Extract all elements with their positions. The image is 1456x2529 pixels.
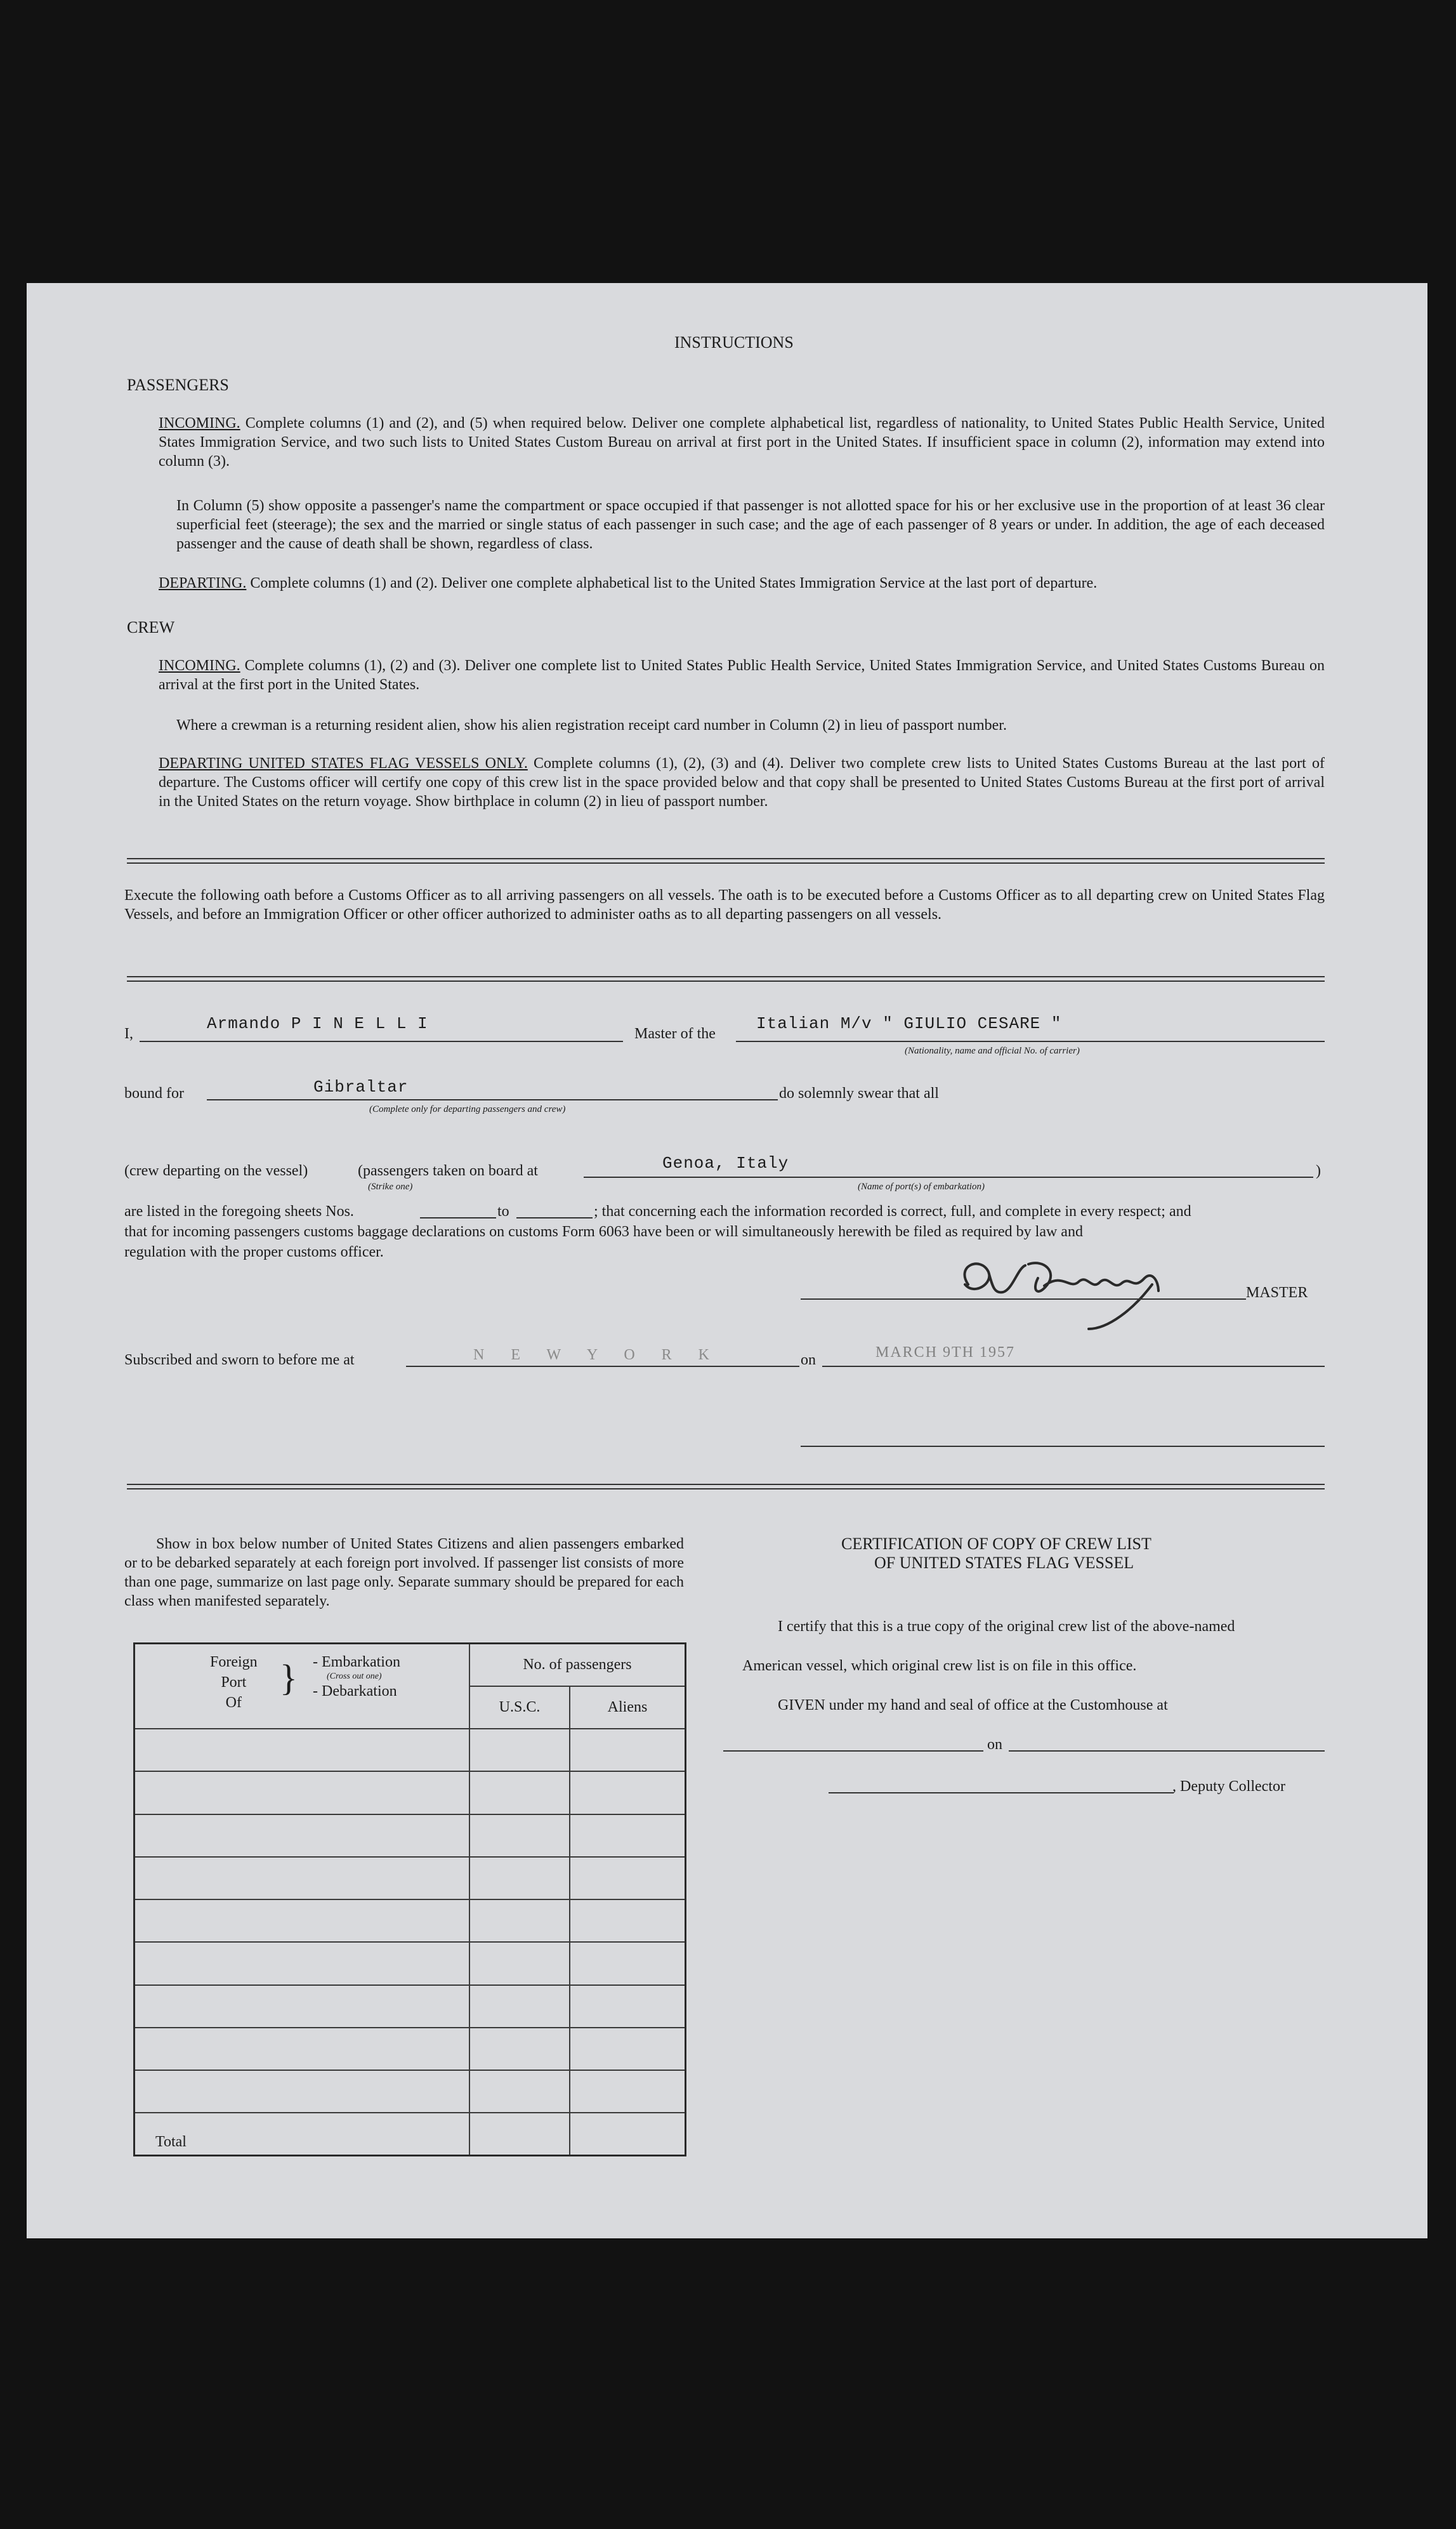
port-cell[interactable] xyxy=(134,1985,470,2028)
port-cell[interactable] xyxy=(134,1729,470,1771)
sheets-from-line xyxy=(420,1217,496,1218)
sheets-to-line xyxy=(516,1217,593,1218)
instructions-title: INSTRUCTIONS xyxy=(674,333,794,352)
certification-title: CERTIFICATION OF COPY OF CREW LIST xyxy=(841,1535,1151,1553)
foreign-label: Foreign xyxy=(210,1654,258,1670)
table-row xyxy=(134,1771,686,1814)
section-divider xyxy=(127,976,1325,982)
master-of-label: Master of the xyxy=(634,1026,716,1042)
of-label: Of xyxy=(225,1694,242,1711)
usc-header: U.S.C. xyxy=(469,1686,570,1729)
section-divider xyxy=(127,1484,1325,1489)
table-row xyxy=(134,1985,686,2028)
cross-out-hint: (Cross out one) xyxy=(327,1672,382,1681)
master-signature-line xyxy=(801,1298,1246,1300)
bound-for-label: bound for xyxy=(124,1085,184,1102)
listed-text-3: regulation with the proper customs officer. xyxy=(124,1244,384,1260)
summary-intro: Show in box below number of United States Citizens and alien passengers embarked or to be debarked separately at each foreign port involved. If passenger list consists of more than one page, summarize on last page only. Separate summary should be prepared for each class when manifested separately. xyxy=(124,1536,684,1609)
crew-incoming-text: Complete columns (1), (2) and (3). Deliver one complete list to United States Public Health Service, United States Immigration Service, and United States Customs Bureau on arrival at the first port in the United States. xyxy=(159,657,1325,693)
port-cell[interactable] xyxy=(134,1771,470,1814)
master-name-line xyxy=(140,1041,623,1042)
port-cell[interactable] xyxy=(134,1899,470,1942)
table-row xyxy=(134,1857,686,1899)
port-cell[interactable] xyxy=(134,2070,470,2113)
aliens-cell[interactable] xyxy=(570,1899,686,1942)
certification-on-label: on xyxy=(987,1736,1002,1753)
passengers-heading: PASSENGERS xyxy=(127,376,229,394)
crew-resident-paragraph: Where a crewman is a returning resident alien, show his alien registration receipt card number in Column (2) in lieu of passport number. xyxy=(176,717,1007,734)
bound-for-line xyxy=(207,1099,778,1100)
certification-date-line xyxy=(1009,1750,1325,1752)
embark-port-line xyxy=(584,1177,1313,1178)
table-row xyxy=(134,2028,686,2070)
aliens-total-cell[interactable] xyxy=(570,2113,686,2155)
usc-cell[interactable] xyxy=(469,1985,570,2028)
customhouse-place-line xyxy=(723,1750,983,1752)
crew-heading: CREW xyxy=(127,618,175,637)
passengers-departing-text: Complete columns (1) and (2). Deliver one complete alphabetical list to the United States Immigration Service at the last port of departure. xyxy=(250,575,1098,591)
certification-line-1: I certify that this is a true copy of the original crew list of the above-named xyxy=(778,1618,1235,1635)
to-label: to xyxy=(497,1203,509,1220)
bound-for-value: Gibraltar xyxy=(313,1078,409,1097)
sworn-date-value: MARCH 9TH 1957 xyxy=(876,1344,1016,1361)
aliens-cell[interactable] xyxy=(570,1985,686,2028)
aliens-cell[interactable] xyxy=(570,2070,686,2113)
certification-line-3: GIVEN under my hand and seal of office at the Customhouse at xyxy=(778,1697,1168,1714)
aliens-cell[interactable] xyxy=(570,1942,686,1984)
master-name-value: Armando P I N E L L I xyxy=(207,1014,428,1033)
vessel-hint: (Nationality, name and official No. of carrier) xyxy=(905,1046,1080,1056)
port-cell[interactable] xyxy=(134,2028,470,2070)
crew-incoming-paragraph xyxy=(159,656,1325,694)
passengers-departing-paragraph xyxy=(159,574,1325,593)
no-passengers-header: No. of passengers xyxy=(469,1644,686,1686)
usc-cell[interactable] xyxy=(469,2070,570,2113)
certification-subtitle: OF UNITED STATES FLAG VESSEL xyxy=(874,1554,1134,1572)
total-label: Total xyxy=(134,2113,470,2155)
usc-cell[interactable] xyxy=(469,2028,570,2070)
usc-cell[interactable] xyxy=(469,1729,570,1771)
passengers-taken-option: (passengers taken on board at xyxy=(358,1163,538,1179)
close-paren: ) xyxy=(1316,1163,1321,1179)
embark-port-value: Genoa, Italy xyxy=(662,1154,789,1173)
passengers-incoming-paragraph xyxy=(159,414,1325,471)
passenger-summary-table xyxy=(133,1642,686,2156)
subscribed-label: Subscribed and sworn to before me at xyxy=(124,1352,355,1368)
oath-i-label: I, xyxy=(124,1026,133,1042)
listed-label: are listed in the foregoing sheets Nos. xyxy=(124,1203,354,1220)
usc-cell[interactable] xyxy=(469,1771,570,1814)
crew-departing-label: DEPARTING UNITED STATES FLAG VESSELS ONLY. xyxy=(159,755,528,772)
deputy-signature-line xyxy=(829,1792,1174,1793)
crew-departing-text: Complete columns (1), (2), (3) and (4). Deliver two complete crew lists to United States Customs Bureau at the last port of departure. The Customs officer will certify one copy of this crew list in the space provided below and that copy shall be presented to United States Customs Bureau at the first port of arrival in the United States on the return voyage. Show birthplace in column (2) in lieu of passport number. xyxy=(159,755,1325,810)
certification-line-2: American vessel, which original crew list is on file in this office. xyxy=(742,1658,1137,1674)
table-row xyxy=(134,1814,686,1857)
crew-departing-option: (crew departing on the vessel) xyxy=(124,1163,308,1179)
officer-signature-line xyxy=(801,1446,1325,1447)
bound-for-hint: (Complete only for departing passengers and crew) xyxy=(369,1104,566,1114)
usc-cell[interactable] xyxy=(469,1942,570,1984)
table-row xyxy=(134,1899,686,1942)
sworn-date-line xyxy=(822,1366,1325,1367)
vessel-value: Italian M/v " GIULIO CESARE " xyxy=(756,1014,1062,1033)
swear-text: do solemnly swear that all xyxy=(779,1085,939,1102)
table-row xyxy=(134,2070,686,2113)
crew-incoming-label: INCOMING. xyxy=(159,657,240,674)
aliens-cell[interactable] xyxy=(570,2028,686,2070)
usc-cell[interactable] xyxy=(469,1899,570,1942)
sworn-place-line xyxy=(406,1366,799,1367)
vessel-line xyxy=(736,1041,1325,1042)
aliens-cell[interactable] xyxy=(570,1814,686,1857)
oath-instruction: Execute the following oath before a Customs Officer as to all arriving passengers on all vessels. The oath is to be executed before a Customs Officer as to all departing crew on United States Flag Vessels, and before an Immigration Officer or other officer authorized to administer oaths as to all departing passengers on all vessels. xyxy=(124,887,1325,923)
sworn-place-value: N E W Y O R K xyxy=(473,1347,721,1363)
port-cell[interactable] xyxy=(134,1814,470,1857)
usc-total-cell[interactable] xyxy=(469,2113,570,2155)
table-row xyxy=(134,1942,686,1984)
listed-text-2: that for incoming passengers customs baggage declarations on customs Form 6063 have been or will simultaneously herewith be filed as required by law and xyxy=(124,1224,1083,1240)
table-row xyxy=(134,1729,686,1771)
passengers-column5-paragraph: In Column (5) show opposite a passenger's name the compartment or space occupied if that passenger is not allotted space for his or her exclusive use in the proportion of at least 36 clear superficial feet (steerage); the sex and the married or single status of each passenger in such case; and the age of each passenger of 8 years or under. In addition, the age of each deceased passenger and the cause of death shall be shown, regardless of class. xyxy=(176,498,1325,552)
usc-cell[interactable] xyxy=(469,1814,570,1857)
deputy-collector-label: , Deputy Collector xyxy=(1172,1778,1285,1795)
aliens-cell[interactable] xyxy=(570,1857,686,1899)
strike-hint: (Strike one) xyxy=(368,1182,413,1192)
total-row xyxy=(134,2113,686,2155)
listed-text: ; that concerning each the information recorded is correct, full, and complete in every respect; and xyxy=(594,1203,1191,1220)
aliens-cell[interactable] xyxy=(570,1771,686,1814)
port-label: Port xyxy=(221,1674,247,1691)
passengers-incoming-label: INCOMING. xyxy=(159,415,240,432)
foreign-port-header: Foreign Port Of } - Embarkation (Cross out one) - Debarkation xyxy=(134,1644,470,1729)
embarkation-label: - Embarkation xyxy=(313,1654,400,1670)
port-cell[interactable] xyxy=(134,1857,470,1899)
aliens-cell[interactable] xyxy=(570,1729,686,1771)
embark-hint: (Name of port(s) of embarkation) xyxy=(858,1182,985,1192)
passengers-departing-label: DEPARTING. xyxy=(159,575,247,591)
master-label: MASTER xyxy=(1246,1284,1308,1301)
aliens-header: Aliens xyxy=(570,1686,686,1729)
debarkation-label: - Debarkation xyxy=(313,1683,397,1700)
master-signature xyxy=(943,1246,1209,1335)
section-divider xyxy=(127,858,1325,864)
sworn-on-label: on xyxy=(801,1352,816,1368)
usc-cell[interactable] xyxy=(469,1857,570,1899)
passengers-incoming-text: Complete columns (1) and (2), and (5) when required below. Deliver one complete alphabetical list, regardless of nationality, to United States Public Health Service, United States Immigration Service, and two such lists to United States Custom Bureau on arrival at first port in the United States. If insufficient space in column (2), information may extend into column (3). xyxy=(159,415,1325,470)
port-cell[interactable] xyxy=(134,1942,470,1984)
crew-departing-paragraph xyxy=(159,754,1325,811)
